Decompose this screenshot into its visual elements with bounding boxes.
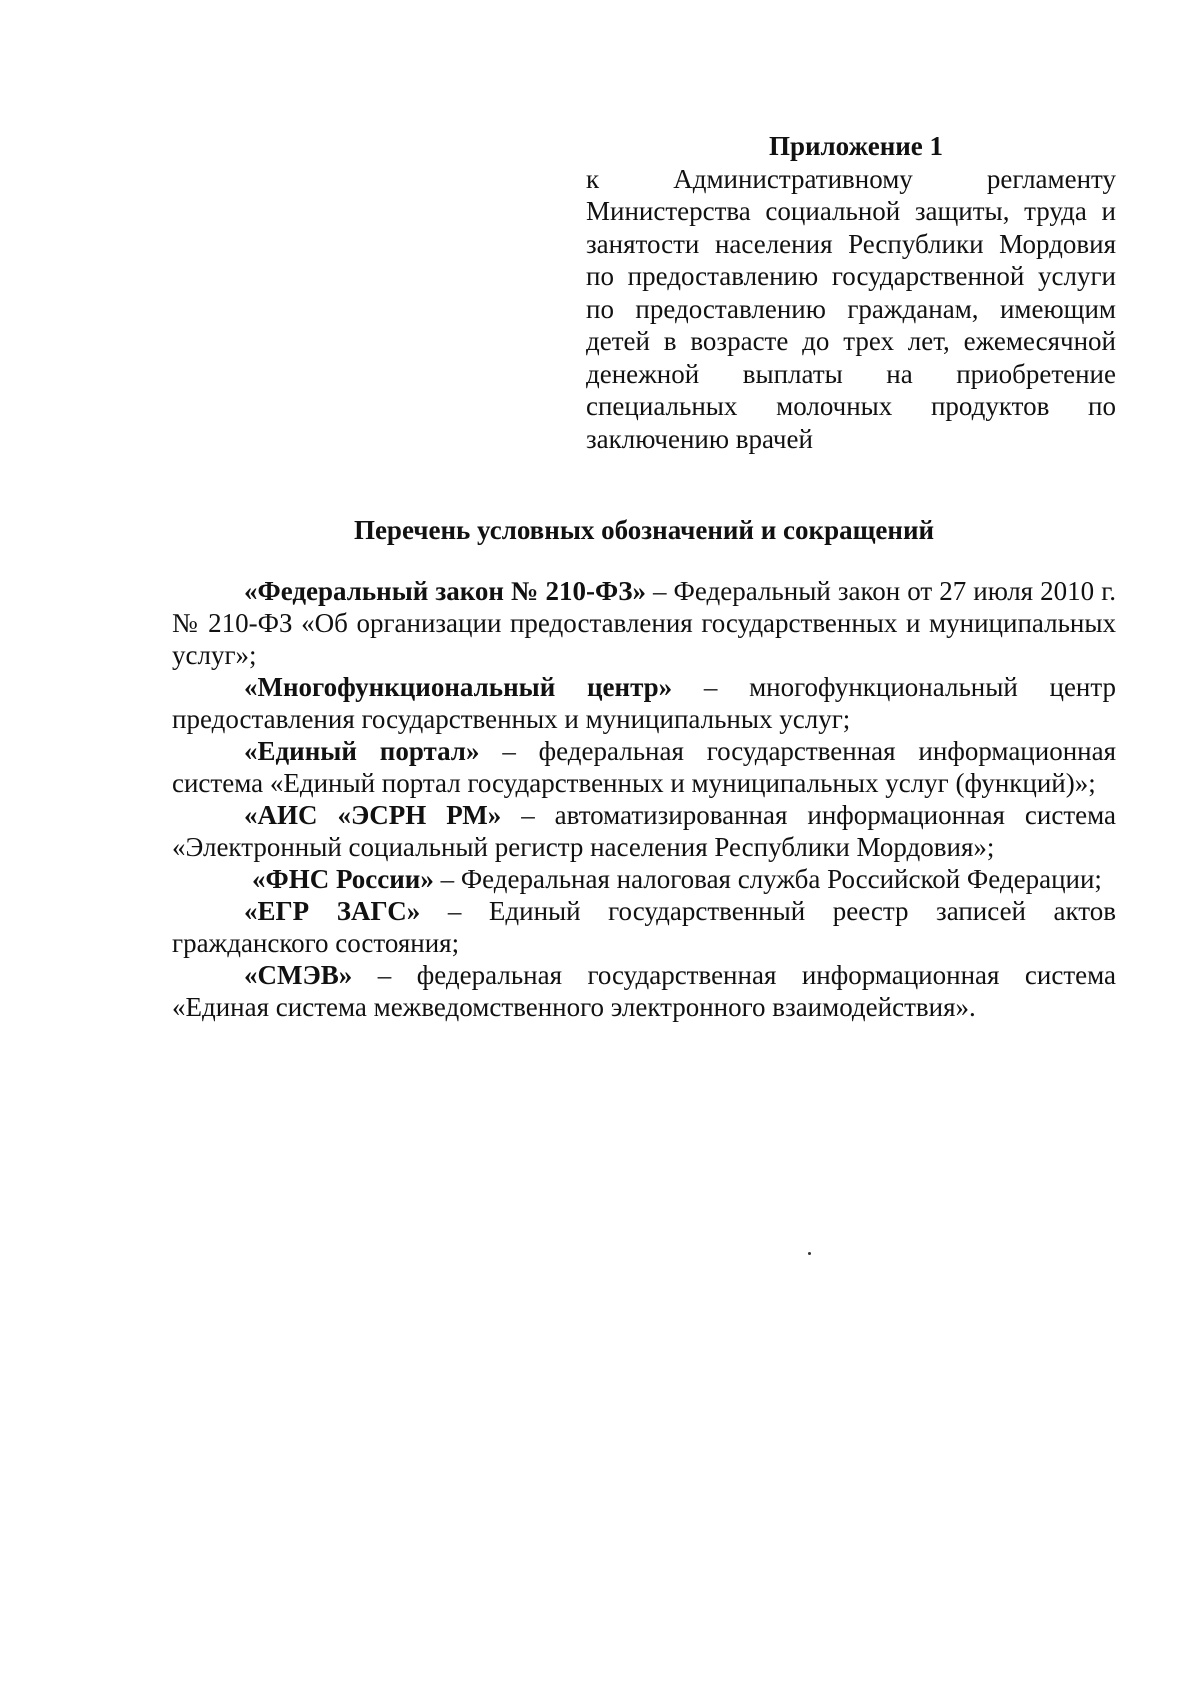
annex-header	[586, 130, 1116, 455]
annex-text: к Административному регламенту Министерства социальной защиты, труда и занятости населения Республики Мордовия по предоставлению государственной услуги по предоставлению гражданам, имеющим детей в возрасте до трех лет, ежемесячной денежной выплаты на приобретение специальных молочных продуктов по заключению врачей	[586, 163, 1116, 454]
definition-text: – Единый государственный реестр записей актов гражданского состояния;	[172, 896, 1116, 958]
definition-item	[172, 959, 1116, 1023]
definition-item	[172, 575, 1116, 671]
list-title: Перечень условных обозначений и сокращений	[353, 515, 935, 545]
scan-speck	[808, 1252, 811, 1255]
definition-text: – Федеральная налоговая служба Российской Федерации;	[433, 864, 1102, 894]
definition-item	[172, 671, 1116, 735]
definition-item	[172, 799, 1116, 863]
definition-term: «Федеральный закон № 210-ФЗ»	[244, 576, 646, 606]
definition-term: «АИС «ЭСРН РМ»	[244, 800, 502, 830]
definition-term: «СМЭВ»	[244, 960, 353, 990]
definition-text: – многофункциональный центр предоставления государственных и муниципальных услуг;	[172, 672, 1117, 734]
definition-text: – федеральная государственная информационная система «Единая система межведомственного электронного взаимодействия».	[172, 960, 1116, 1022]
definition-item	[172, 863, 1116, 895]
definition-item	[172, 895, 1116, 959]
definition-term: «ФНС России»	[252, 864, 434, 894]
definition-term: «Многофункциональный центр»	[244, 672, 673, 702]
definition-term: «ЕГР ЗАГС»	[244, 896, 421, 926]
definition-text: – Федеральный закон от 27 июля 2010 г. № 210-ФЗ «Об организации предоставления государственных и муниципальных услуг»;	[172, 576, 1116, 670]
definition-text: – автоматизированная информационная система «Электронный социальный регистр населения Республики Мордовия»;	[172, 800, 1116, 862]
definition-term: «Единый портал»	[244, 736, 480, 766]
definitions-list	[172, 575, 1116, 1023]
definition-text: – федеральная государственная информационная система «Единый портал государственных и муниципальных услуг (функций)»;	[172, 736, 1116, 798]
definition-item	[172, 735, 1116, 799]
annex-title: Приложение 1	[768, 131, 944, 161]
